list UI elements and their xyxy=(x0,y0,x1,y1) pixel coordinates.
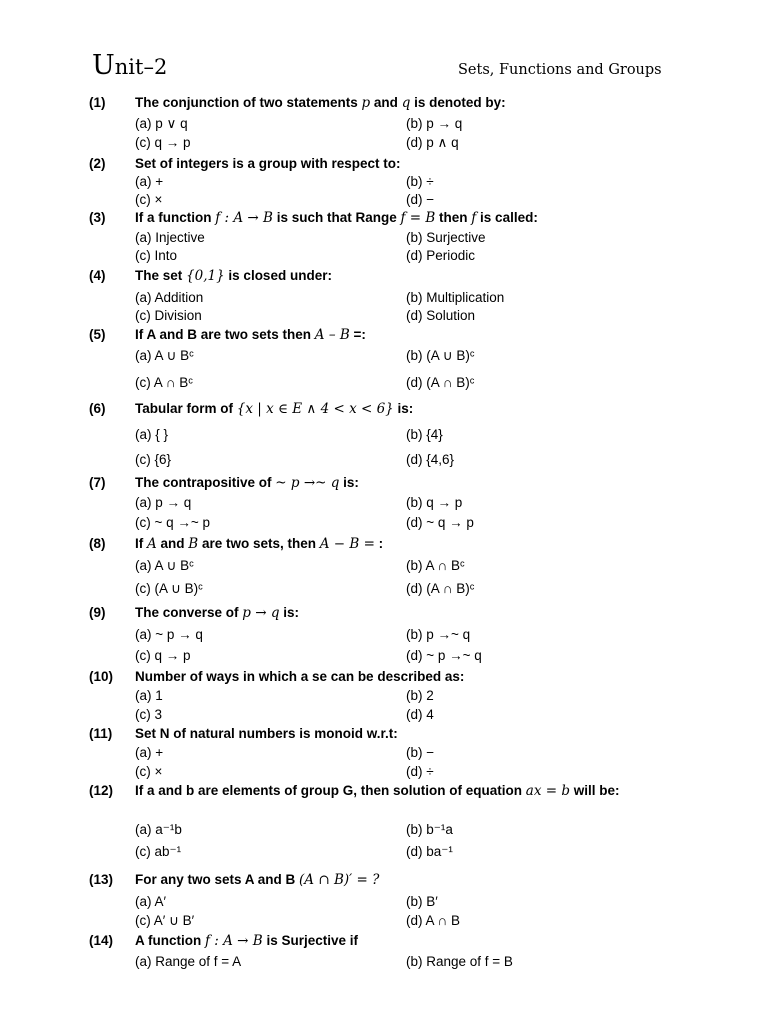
question-text: For any two sets A and B (A ∩ B)′ = ? xyxy=(135,872,380,888)
option-d: (d) ~ p →~ q xyxy=(406,648,482,663)
option-b: (b) b⁻¹a xyxy=(406,822,453,837)
option-b: (b) ÷ xyxy=(406,174,434,189)
unit-title: Unit–2 xyxy=(92,50,168,81)
option-d: (d) (A ∩ B)ᶜ xyxy=(406,375,475,390)
question-text: If A and B are two sets then A – B =: xyxy=(135,327,366,343)
option-d: (d) ~ q → p xyxy=(406,515,474,530)
option-d: (d) A ∩ B xyxy=(406,913,460,928)
question-number: (14) xyxy=(89,933,114,948)
option-a: (a) Injective xyxy=(135,230,205,245)
question-text: If a and b are elements of group G, then solution of equation ax = b will be: xyxy=(135,783,620,799)
question-number: (1) xyxy=(89,95,106,110)
question-number: (3) xyxy=(89,210,106,225)
option-c: (c) × xyxy=(135,764,163,779)
option-b: (b) Multiplication xyxy=(406,290,505,305)
question-number: (2) xyxy=(89,156,106,171)
option-d: (d) {4,6} xyxy=(406,452,455,467)
option-a: (a) A′ xyxy=(135,894,167,909)
option-d: (d) Periodic xyxy=(406,248,476,263)
option-c: (c) A ∩ Bᶜ xyxy=(135,375,193,390)
option-d: (d) (A ∩ B)ᶜ xyxy=(406,581,475,596)
option-d: (d) ba⁻¹ xyxy=(406,844,453,859)
option-c: (c) Division xyxy=(135,308,202,323)
option-b: (b) p →~ q xyxy=(406,627,471,642)
subject-title: Sets, Functions and Groups xyxy=(458,62,662,78)
option-a: (a) { } xyxy=(135,427,169,442)
option-c: (c) ab⁻¹ xyxy=(135,844,182,859)
option-a: (a) p → q xyxy=(135,495,192,510)
question-number: (9) xyxy=(89,605,106,620)
question-text: Set of integers is a group with respect to: xyxy=(135,156,401,171)
option-c: (c) ~ q →~ p xyxy=(135,515,211,530)
question-text: The converse of p → q is: xyxy=(135,605,299,621)
question-text: The conjunction of two statements p and q is denoted by: xyxy=(135,95,506,111)
option-a: (a) A ∪ Bᶜ xyxy=(135,558,194,573)
option-b: (b) Range of f = B xyxy=(406,954,513,969)
option-d: (d) 4 xyxy=(406,707,434,722)
option-c: (c) Into xyxy=(135,248,178,263)
question-text: A function f : A → B is Surjective if xyxy=(135,933,358,949)
option-d: (d) ÷ xyxy=(406,764,434,779)
option-a: (a) + xyxy=(135,745,164,760)
option-a: (a) Addition xyxy=(135,290,204,305)
option-a: (a) Range of f = A xyxy=(135,954,242,969)
option-b: (b) {4} xyxy=(406,427,443,442)
option-c: (c) {6} xyxy=(135,452,172,467)
option-c: (c) q → p xyxy=(135,135,191,150)
question-text: The contrapositive of ~ p →~ q is: xyxy=(135,475,359,491)
option-a: (a) 1 xyxy=(135,688,163,703)
option-b: (b) p → q xyxy=(406,116,463,131)
question-text: The set {0,1} is closed under: xyxy=(135,268,332,284)
question-text: Number of ways in which a se can be described as: xyxy=(135,669,465,684)
option-c: (c) (A ∪ B)ᶜ xyxy=(135,581,203,596)
option-a: (a) ~ p → q xyxy=(135,627,203,642)
question-number: (8) xyxy=(89,536,106,551)
option-c: (c) q → p xyxy=(135,648,191,663)
option-b: (b) B′ xyxy=(406,894,438,909)
option-a: (a) A ∪ Bᶜ xyxy=(135,348,194,363)
option-d: (d) − xyxy=(406,192,435,207)
option-b: (b) q → p xyxy=(406,495,463,510)
option-c: (c) 3 xyxy=(135,707,162,722)
option-b: (b) − xyxy=(406,745,435,760)
option-c: (c) × xyxy=(135,192,163,207)
option-d: (d) Solution xyxy=(406,308,476,323)
option-a: (a) p ∨ q xyxy=(135,116,188,131)
question-number: (7) xyxy=(89,475,106,490)
option-d: (d) p ∧ q xyxy=(406,135,459,150)
question-text: If a function f : A → B is such that Range f = B then f is called: xyxy=(135,210,538,226)
question-number: (11) xyxy=(89,726,113,741)
question-number: (10) xyxy=(89,669,114,684)
question-text: Set N of natural numbers is monoid w.r.t: xyxy=(135,726,398,741)
question-text: If A and B are two sets, then A − B = : xyxy=(135,536,384,552)
question-number: (6) xyxy=(89,401,106,416)
question-number: (13) xyxy=(89,872,114,887)
option-b: (b) 2 xyxy=(406,688,434,703)
question-number: (4) xyxy=(89,268,106,283)
option-b: (b) Surjective xyxy=(406,230,486,245)
option-a: (a) + xyxy=(135,174,164,189)
question-number: (12) xyxy=(89,783,114,798)
question-text: Tabular form of {x | x ∈ E ∧ 4 < x < 6} is: xyxy=(135,401,414,417)
option-a: (a) a⁻¹b xyxy=(135,822,182,837)
option-b: (b) A ∩ Bᶜ xyxy=(406,558,465,573)
question-number: (5) xyxy=(89,327,106,342)
option-c: (c) A′ ∪ B′ xyxy=(135,913,195,928)
option-b: (b) (A ∪ B)ᶜ xyxy=(406,348,475,363)
